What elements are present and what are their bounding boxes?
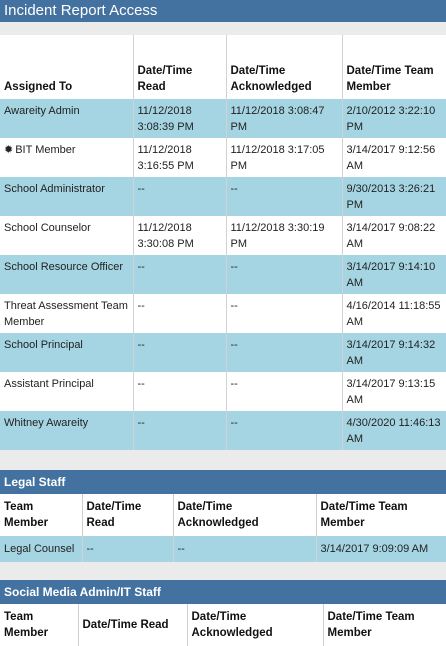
cell-team-member-date: 9/30/2013 3:26:21 PM bbox=[342, 177, 446, 216]
cell-team-member-date: 3/14/2017 9:13:15 AM bbox=[342, 372, 446, 411]
table-row bbox=[0, 99, 446, 138]
table-row bbox=[0, 138, 446, 177]
cell-read: -- bbox=[133, 294, 226, 333]
cell-team-member-date: 4/30/2020 11:46:13 AM bbox=[342, 411, 446, 450]
column-header-read: Date/Time Read bbox=[78, 604, 187, 646]
cell-team-member-date: 3/14/2017 9:08:22 AM bbox=[342, 216, 446, 255]
page-title: Incident Report Access bbox=[0, 0, 446, 22]
cell-read: 11/12/2018 3:30:08 PM bbox=[133, 216, 226, 255]
spacer bbox=[0, 562, 446, 580]
column-header-team-member-date: Date/Time Team Member bbox=[316, 494, 446, 536]
cell-assigned-to: Assistant Principal bbox=[4, 378, 94, 390]
incident-access-table bbox=[0, 35, 446, 450]
column-header-read: Date/Time Read bbox=[133, 35, 226, 99]
cell-team-member-date: 3/14/2017 9:12:56 AM bbox=[342, 138, 446, 177]
column-header-read: Date/Time Read bbox=[82, 494, 173, 536]
cell-acknowledged: -- bbox=[226, 177, 342, 216]
cell-assigned-to: Whitney Awareity bbox=[4, 417, 89, 429]
cell-acknowledged: -- bbox=[226, 294, 342, 333]
table-row bbox=[0, 294, 446, 333]
cell-acknowledged: 11/12/2018 3:08:47 PM bbox=[226, 99, 342, 138]
column-header-team-member: Team Member bbox=[4, 611, 49, 639]
section-title-social-media: Social Media Admin/IT Staff bbox=[0, 580, 446, 604]
cell-assigned-to: School Principal bbox=[4, 339, 83, 351]
cell-assigned-to bbox=[0, 138, 133, 177]
assignee-label: BIT Member bbox=[15, 144, 76, 156]
table-row bbox=[0, 372, 446, 411]
cell-read: -- bbox=[133, 372, 226, 411]
cell-acknowledged: -- bbox=[226, 255, 342, 294]
cell-read: 11/12/2018 3:16:55 PM bbox=[133, 138, 226, 177]
cell-acknowledged: -- bbox=[173, 536, 316, 562]
cell-team-member: Legal Counsel bbox=[4, 543, 75, 555]
table-row bbox=[0, 333, 446, 372]
cell-team-member-date: 4/16/2014 11:18:55 AM bbox=[342, 294, 446, 333]
section-title-legal-staff: Legal Staff bbox=[0, 470, 446, 494]
table-header-row bbox=[0, 494, 446, 536]
table-row bbox=[0, 216, 446, 255]
cell-acknowledged: 11/12/2018 3:17:05 PM bbox=[226, 138, 342, 177]
cell-team-member-date: 3/14/2017 9:14:10 AM bbox=[342, 255, 446, 294]
column-header-team-member-date: Date/Time Team Member bbox=[323, 604, 446, 646]
spacer bbox=[0, 22, 446, 35]
cell-acknowledged: -- bbox=[226, 333, 342, 372]
table-row bbox=[0, 536, 446, 562]
table-header-row bbox=[0, 604, 446, 646]
cell-assigned-to: School Administrator bbox=[4, 183, 105, 195]
column-header-acknowledged: Date/Time Acknowledged bbox=[173, 494, 316, 536]
table-row bbox=[0, 177, 446, 216]
column-header-assigned-to: Assigned To bbox=[4, 81, 73, 93]
cell-assigned-to: School Resource Officer bbox=[4, 261, 124, 273]
cell-assigned-to: Awareity Admin bbox=[4, 105, 80, 117]
cell-team-member-date: 3/14/2017 9:14:32 AM bbox=[342, 333, 446, 372]
cell-read: -- bbox=[82, 536, 173, 562]
cell-assigned-to: School Counselor bbox=[4, 222, 91, 234]
table-row bbox=[0, 411, 446, 450]
cell-read: 11/12/2018 3:08:39 PM bbox=[133, 99, 226, 138]
spacer bbox=[0, 450, 446, 470]
cell-team-member-date: 3/14/2017 9:09:09 AM bbox=[316, 536, 446, 562]
table-body bbox=[0, 99, 446, 450]
column-header-acknowledged: Date/Time Acknowledged bbox=[226, 35, 342, 99]
cell-read: -- bbox=[133, 333, 226, 372]
gear-icon: ✹ bbox=[4, 144, 14, 156]
cell-acknowledged: 11/12/2018 3:30:19 PM bbox=[226, 216, 342, 255]
cell-read: -- bbox=[133, 255, 226, 294]
cell-read: -- bbox=[133, 411, 226, 450]
social-media-table bbox=[0, 604, 446, 646]
cell-read: -- bbox=[133, 177, 226, 216]
table-header-row bbox=[0, 35, 446, 99]
table-row bbox=[0, 255, 446, 294]
cell-assigned-to: Threat Assessment Team Member bbox=[4, 300, 128, 328]
column-header-acknowledged: Date/Time Acknowledged bbox=[187, 604, 323, 646]
cell-acknowledged: -- bbox=[226, 411, 342, 450]
cell-acknowledged: -- bbox=[226, 372, 342, 411]
legal-staff-table bbox=[0, 494, 446, 562]
cell-team-member-date: 2/10/2012 3:22:10 PM bbox=[342, 99, 446, 138]
column-header-team-member: Team Member bbox=[4, 501, 49, 529]
column-header-team-member: Date/Time Team Member bbox=[342, 35, 446, 99]
